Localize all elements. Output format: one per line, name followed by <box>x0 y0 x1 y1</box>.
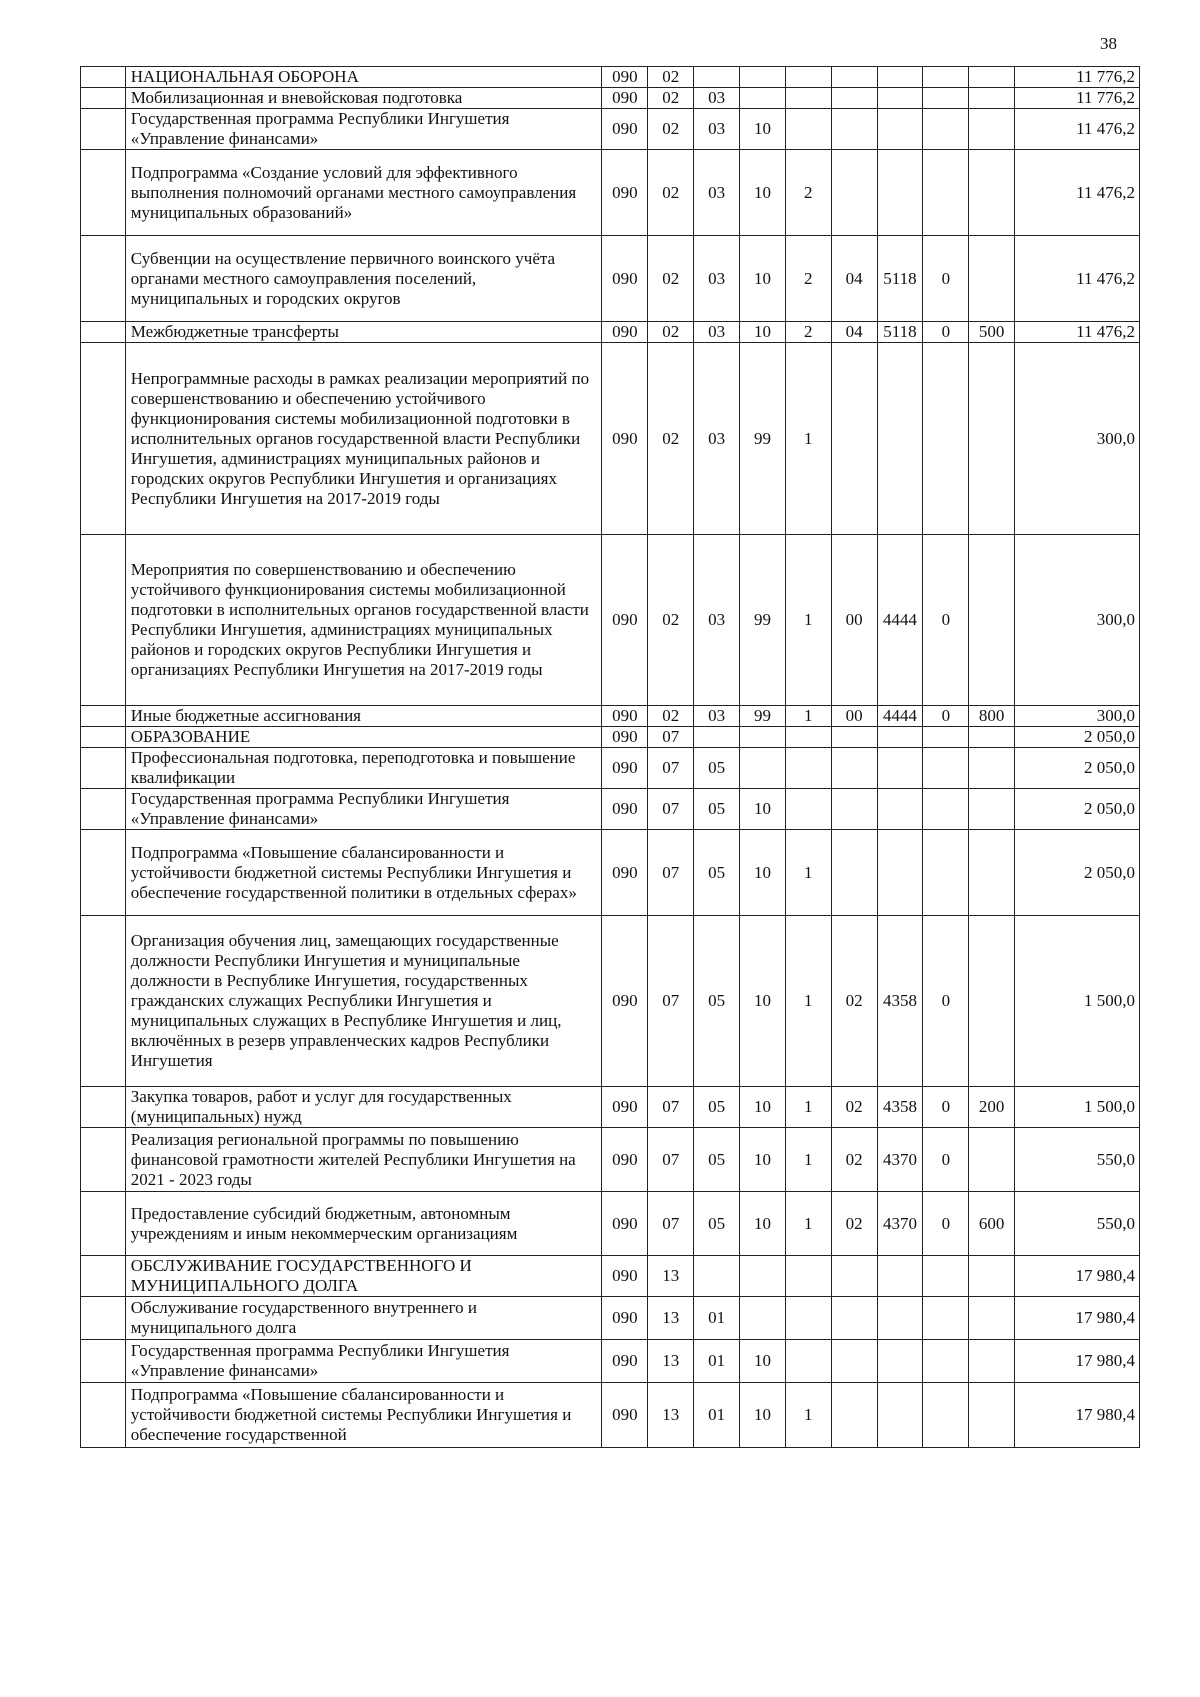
code-090: 090 <box>602 748 648 789</box>
code-program: 10 <box>740 1340 786 1383</box>
code-event: 00 <box>831 535 877 706</box>
code-subsection <box>694 67 740 88</box>
code-subprogram <box>785 1297 831 1340</box>
row-amount: 17 980,4 <box>1015 1297 1140 1340</box>
code-090: 090 <box>602 830 648 916</box>
code-program <box>740 1256 786 1297</box>
code-expense-type <box>969 88 1015 109</box>
code-suffix <box>923 1297 969 1340</box>
code-subprogram <box>785 1256 831 1297</box>
code-program: 10 <box>740 789 786 830</box>
row-number-cell <box>81 109 126 150</box>
code-expense-type <box>969 1297 1015 1340</box>
code-subsection: 03 <box>694 236 740 322</box>
code-suffix <box>923 109 969 150</box>
row-number-cell <box>81 535 126 706</box>
code-subprogram: 2 <box>785 150 831 236</box>
code-090: 090 <box>602 1383 648 1448</box>
code-direction: 4444 <box>877 535 923 706</box>
row-amount: 17 980,4 <box>1015 1256 1140 1297</box>
code-expense-type: 600 <box>969 1192 1015 1256</box>
code-direction <box>877 830 923 916</box>
code-expense-type <box>969 1340 1015 1383</box>
code-expense-type <box>969 343 1015 535</box>
code-090: 090 <box>602 1340 648 1383</box>
code-suffix: 0 <box>923 916 969 1087</box>
code-section: 02 <box>648 236 694 322</box>
table-row <box>81 88 1140 109</box>
code-program <box>740 1297 786 1340</box>
code-event: 02 <box>831 1128 877 1192</box>
row-number-cell <box>81 916 126 1087</box>
row-number-cell <box>81 789 126 830</box>
code-program <box>740 748 786 789</box>
code-direction <box>877 727 923 748</box>
code-direction <box>877 1256 923 1297</box>
row-amount: 11 776,2 <box>1015 67 1140 88</box>
code-expense-type <box>969 535 1015 706</box>
row-amount: 300,0 <box>1015 535 1140 706</box>
code-section: 13 <box>648 1297 694 1340</box>
row-name: Государственная программа Республики Ингушетия «Управление финансами» <box>125 789 602 830</box>
code-section: 07 <box>648 1128 694 1192</box>
row-number-cell <box>81 1297 126 1340</box>
row-amount: 2 050,0 <box>1015 748 1140 789</box>
code-event <box>831 1297 877 1340</box>
table-row <box>81 916 1140 1087</box>
code-event <box>831 109 877 150</box>
table-row <box>81 789 1140 830</box>
code-program <box>740 88 786 109</box>
code-subprogram <box>785 748 831 789</box>
code-program: 10 <box>740 322 786 343</box>
code-event: 00 <box>831 706 877 727</box>
code-direction: 5118 <box>877 236 923 322</box>
row-number-cell <box>81 830 126 916</box>
row-amount: 11 476,2 <box>1015 322 1140 343</box>
code-section: 02 <box>648 150 694 236</box>
code-subsection: 03 <box>694 88 740 109</box>
table-row <box>81 535 1140 706</box>
code-event <box>831 789 877 830</box>
row-amount: 2 050,0 <box>1015 789 1140 830</box>
row-amount: 550,0 <box>1015 1192 1140 1256</box>
row-number-cell <box>81 88 126 109</box>
code-subprogram: 2 <box>785 236 831 322</box>
code-suffix <box>923 1340 969 1383</box>
code-event <box>831 830 877 916</box>
row-number-cell <box>81 67 126 88</box>
code-direction <box>877 1383 923 1448</box>
code-suffix <box>923 748 969 789</box>
code-direction <box>877 67 923 88</box>
code-expense-type <box>969 1256 1015 1297</box>
code-section: 07 <box>648 1192 694 1256</box>
table-row <box>81 236 1140 322</box>
row-name: Мероприятия по совершенствованию и обеспечению устойчивого функционирования системы мобилизационной подготовки в исполнительных органов государственной власти Республики Ингушетия, администрациях муниципальных районов и городских округов Республики Ингушетия и организациях Республики Ингушетия на 2017-2019 годы <box>125 535 602 706</box>
row-number-cell <box>81 1256 126 1297</box>
table-row <box>81 830 1140 916</box>
code-expense-type <box>969 150 1015 236</box>
code-090: 090 <box>602 1087 648 1128</box>
code-subprogram <box>785 789 831 830</box>
code-section: 07 <box>648 727 694 748</box>
row-amount: 11 476,2 <box>1015 150 1140 236</box>
code-suffix <box>923 150 969 236</box>
code-suffix: 0 <box>923 1128 969 1192</box>
code-subsection <box>694 727 740 748</box>
code-event <box>831 1340 877 1383</box>
code-090: 090 <box>602 109 648 150</box>
budget-table <box>80 66 1140 1448</box>
code-090: 090 <box>602 1192 648 1256</box>
row-number-cell <box>81 1128 126 1192</box>
code-suffix <box>923 1383 969 1448</box>
code-event <box>831 727 877 748</box>
code-section: 02 <box>648 67 694 88</box>
code-expense-type: 800 <box>969 706 1015 727</box>
code-subsection: 01 <box>694 1340 740 1383</box>
row-name: Государственная программа Республики Ингушетия «Управление финансами» <box>125 1340 602 1383</box>
code-program: 10 <box>740 150 786 236</box>
code-direction <box>877 88 923 109</box>
table-row <box>81 67 1140 88</box>
row-amount: 2 050,0 <box>1015 727 1140 748</box>
row-number-cell <box>81 727 126 748</box>
row-number-cell <box>81 1192 126 1256</box>
row-name: Реализация региональной программы по повышению финансовой грамотности жителей Республики Ингушетия на 2021 - 2023 годы <box>125 1128 602 1192</box>
code-direction <box>877 343 923 535</box>
table-row <box>81 1383 1140 1448</box>
code-suffix <box>923 1256 969 1297</box>
row-number-cell <box>81 748 126 789</box>
code-subsection <box>694 1256 740 1297</box>
budget-table-body <box>81 67 1140 1448</box>
code-subprogram: 1 <box>785 1087 831 1128</box>
code-subsection: 05 <box>694 1128 740 1192</box>
code-section: 13 <box>648 1383 694 1448</box>
code-section: 07 <box>648 916 694 1087</box>
code-suffix: 0 <box>923 1087 969 1128</box>
row-amount: 11 776,2 <box>1015 88 1140 109</box>
row-number-cell <box>81 322 126 343</box>
code-expense-type <box>969 727 1015 748</box>
code-090: 090 <box>602 150 648 236</box>
code-event: 02 <box>831 916 877 1087</box>
table-row <box>81 1340 1140 1383</box>
code-direction: 4444 <box>877 706 923 727</box>
code-subprogram <box>785 67 831 88</box>
code-090: 090 <box>602 67 648 88</box>
code-expense-type <box>969 830 1015 916</box>
code-section: 02 <box>648 322 694 343</box>
code-090: 090 <box>602 1297 648 1340</box>
code-section: 07 <box>648 830 694 916</box>
code-event: 04 <box>831 236 877 322</box>
code-subsection: 05 <box>694 789 740 830</box>
row-name: Субвенции на осуществление первичного воинского учёта органами местного самоуправления поселений, муниципальных и городских округов <box>125 236 602 322</box>
code-event <box>831 748 877 789</box>
code-subsection: 05 <box>694 1192 740 1256</box>
code-090: 090 <box>602 727 648 748</box>
code-subprogram: 1 <box>785 1192 831 1256</box>
code-suffix <box>923 88 969 109</box>
row-amount: 300,0 <box>1015 343 1140 535</box>
code-090: 090 <box>602 916 648 1087</box>
code-subsection: 03 <box>694 322 740 343</box>
code-program: 10 <box>740 1192 786 1256</box>
table-row <box>81 109 1140 150</box>
code-subprogram <box>785 109 831 150</box>
code-subprogram: 2 <box>785 322 831 343</box>
code-section: 07 <box>648 748 694 789</box>
code-program: 10 <box>740 1383 786 1448</box>
code-suffix <box>923 789 969 830</box>
code-subprogram: 1 <box>785 916 831 1087</box>
row-amount: 17 980,4 <box>1015 1383 1140 1448</box>
table-row <box>81 1128 1140 1192</box>
code-section: 13 <box>648 1256 694 1297</box>
row-name: Подпрограмма «Повышение сбалансированности и устойчивости бюджетной системы Республики Ингушетия и обеспечение государственной политики в отдельных сферах» <box>125 830 602 916</box>
code-suffix: 0 <box>923 322 969 343</box>
table-row <box>81 1256 1140 1297</box>
code-program: 10 <box>740 1128 786 1192</box>
code-event: 02 <box>831 1192 877 1256</box>
code-subprogram <box>785 1340 831 1383</box>
code-event: 04 <box>831 322 877 343</box>
table-row <box>81 322 1140 343</box>
code-expense-type <box>969 1383 1015 1448</box>
code-event <box>831 88 877 109</box>
row-amount: 1 500,0 <box>1015 916 1140 1087</box>
row-name: Мобилизационная и вневойсковая подготовка <box>125 88 602 109</box>
table-row <box>81 1297 1140 1340</box>
table-row <box>81 150 1140 236</box>
row-name: ОБРАЗОВАНИЕ <box>125 727 602 748</box>
code-expense-type <box>969 236 1015 322</box>
code-program: 99 <box>740 706 786 727</box>
code-subsection: 01 <box>694 1297 740 1340</box>
code-suffix <box>923 830 969 916</box>
code-section: 13 <box>648 1340 694 1383</box>
table-row <box>81 1087 1140 1128</box>
page-number: 38 <box>1100 34 1117 53</box>
code-090: 090 <box>602 1128 648 1192</box>
code-direction: 4358 <box>877 916 923 1087</box>
code-direction: 4358 <box>877 1087 923 1128</box>
code-direction <box>877 1297 923 1340</box>
code-suffix <box>923 67 969 88</box>
row-name: Межбюджетные трансферты <box>125 322 602 343</box>
code-program: 99 <box>740 535 786 706</box>
code-direction <box>877 150 923 236</box>
code-section: 02 <box>648 343 694 535</box>
code-expense-type <box>969 916 1015 1087</box>
row-name: Закупка товаров, работ и услуг для государственных (муниципальных) нужд <box>125 1087 602 1128</box>
code-section: 02 <box>648 88 694 109</box>
code-direction: 5118 <box>877 322 923 343</box>
code-expense-type <box>969 789 1015 830</box>
code-program: 10 <box>740 109 786 150</box>
row-number-cell <box>81 1383 126 1448</box>
row-name: Подпрограмма «Создание условий для эффективного выполнения полномочий органами местного самоуправления муниципальных образований» <box>125 150 602 236</box>
code-suffix: 0 <box>923 1192 969 1256</box>
row-name: НАЦИОНАЛЬНАЯ ОБОРОНА <box>125 67 602 88</box>
code-program: 10 <box>740 236 786 322</box>
row-number-cell <box>81 343 126 535</box>
row-amount: 1 500,0 <box>1015 1087 1140 1128</box>
code-event <box>831 1383 877 1448</box>
code-subsection: 03 <box>694 343 740 535</box>
code-090: 090 <box>602 343 648 535</box>
code-subprogram: 1 <box>785 1383 831 1448</box>
code-section: 02 <box>648 109 694 150</box>
code-suffix: 0 <box>923 236 969 322</box>
row-number-cell <box>81 1087 126 1128</box>
code-program: 99 <box>740 343 786 535</box>
code-direction <box>877 1340 923 1383</box>
code-090: 090 <box>602 1256 648 1297</box>
code-direction <box>877 748 923 789</box>
code-event: 02 <box>831 1087 877 1128</box>
code-subsection: 03 <box>694 535 740 706</box>
code-expense-type <box>969 109 1015 150</box>
row-name: Подпрограмма «Повышение сбалансированности и устойчивости бюджетной системы Республики Ингушетия и обеспечение государственной <box>125 1383 602 1448</box>
code-direction <box>877 109 923 150</box>
code-direction <box>877 789 923 830</box>
row-name: Предоставление субсидий бюджетным, автономным учреждениям и иным некоммерческим организациям <box>125 1192 602 1256</box>
table-row <box>81 748 1140 789</box>
code-subsection: 05 <box>694 748 740 789</box>
row-amount: 300,0 <box>1015 706 1140 727</box>
code-subsection: 05 <box>694 830 740 916</box>
row-amount: 2 050,0 <box>1015 830 1140 916</box>
code-suffix: 0 <box>923 535 969 706</box>
row-amount: 17 980,4 <box>1015 1340 1140 1383</box>
code-suffix: 0 <box>923 706 969 727</box>
code-suffix <box>923 343 969 535</box>
table-row <box>81 727 1140 748</box>
code-090: 090 <box>602 88 648 109</box>
code-090: 090 <box>602 535 648 706</box>
code-expense-type: 500 <box>969 322 1015 343</box>
code-090: 090 <box>602 789 648 830</box>
code-subsection: 03 <box>694 706 740 727</box>
code-subprogram: 1 <box>785 343 831 535</box>
code-program: 10 <box>740 1087 786 1128</box>
code-program <box>740 67 786 88</box>
code-subsection: 03 <box>694 150 740 236</box>
code-expense-type <box>969 748 1015 789</box>
row-name: Профессиональная подготовка, переподготовка и повышение квалификации <box>125 748 602 789</box>
row-name: Организация обучения лиц, замещающих государственные должности Республики Ингушетия и муниципальные должности в Республике Ингушетия, государственных гражданских служащих Республики Ингушетия и муниципальных служащих в Республике Ингушетия и лиц, включённых в резерв управленческих кадров Республики Ингушетия <box>125 916 602 1087</box>
code-event <box>831 1256 877 1297</box>
code-program: 10 <box>740 916 786 1087</box>
code-subsection: 03 <box>694 109 740 150</box>
code-direction: 4370 <box>877 1128 923 1192</box>
code-090: 090 <box>602 322 648 343</box>
code-section: 02 <box>648 706 694 727</box>
row-number-cell <box>81 706 126 727</box>
code-expense-type <box>969 1128 1015 1192</box>
code-090: 090 <box>602 706 648 727</box>
code-subprogram: 1 <box>785 706 831 727</box>
row-name: Государственная программа Республики Ингушетия «Управление финансами» <box>125 109 602 150</box>
table-row <box>81 706 1140 727</box>
code-suffix <box>923 727 969 748</box>
row-name: ОБСЛУЖИВАНИЕ ГОСУДАРСТВЕННОГО И МУНИЦИПАЛЬНОГО ДОЛГА <box>125 1256 602 1297</box>
code-subsection: 05 <box>694 1087 740 1128</box>
code-section: 07 <box>648 1087 694 1128</box>
table-row <box>81 1192 1140 1256</box>
code-subprogram: 1 <box>785 830 831 916</box>
row-number-cell <box>81 150 126 236</box>
code-subprogram <box>785 88 831 109</box>
code-section: 02 <box>648 535 694 706</box>
row-number-cell <box>81 236 126 322</box>
row-name: Непрограммные расходы в рамках реализации мероприятий по совершенствованию и обеспечению устойчивого функционирования системы мобилизационной подготовки в исполнительных органов государственной власти Республики Ингушетия, администрациях муниципальных районов и городских округов Республики Ингушетия и организациях Республики Ингушетия на 2017-2019 годы <box>125 343 602 535</box>
code-event <box>831 67 877 88</box>
code-subsection: 05 <box>694 916 740 1087</box>
row-name: Обслуживание государственного внутреннего и муниципального долга <box>125 1297 602 1340</box>
code-expense-type: 200 <box>969 1087 1015 1128</box>
code-090: 090 <box>602 236 648 322</box>
code-program: 10 <box>740 830 786 916</box>
code-subsection: 01 <box>694 1383 740 1448</box>
row-number-cell <box>81 1340 126 1383</box>
row-name: Иные бюджетные ассигнования <box>125 706 602 727</box>
code-event <box>831 343 877 535</box>
code-section: 07 <box>648 789 694 830</box>
code-subprogram <box>785 727 831 748</box>
row-amount: 550,0 <box>1015 1128 1140 1192</box>
row-amount: 11 476,2 <box>1015 109 1140 150</box>
code-subprogram: 1 <box>785 1128 831 1192</box>
code-expense-type <box>969 67 1015 88</box>
code-subprogram: 1 <box>785 535 831 706</box>
row-amount: 11 476,2 <box>1015 236 1140 322</box>
table-row <box>81 343 1140 535</box>
code-program <box>740 727 786 748</box>
code-event <box>831 150 877 236</box>
code-direction: 4370 <box>877 1192 923 1256</box>
